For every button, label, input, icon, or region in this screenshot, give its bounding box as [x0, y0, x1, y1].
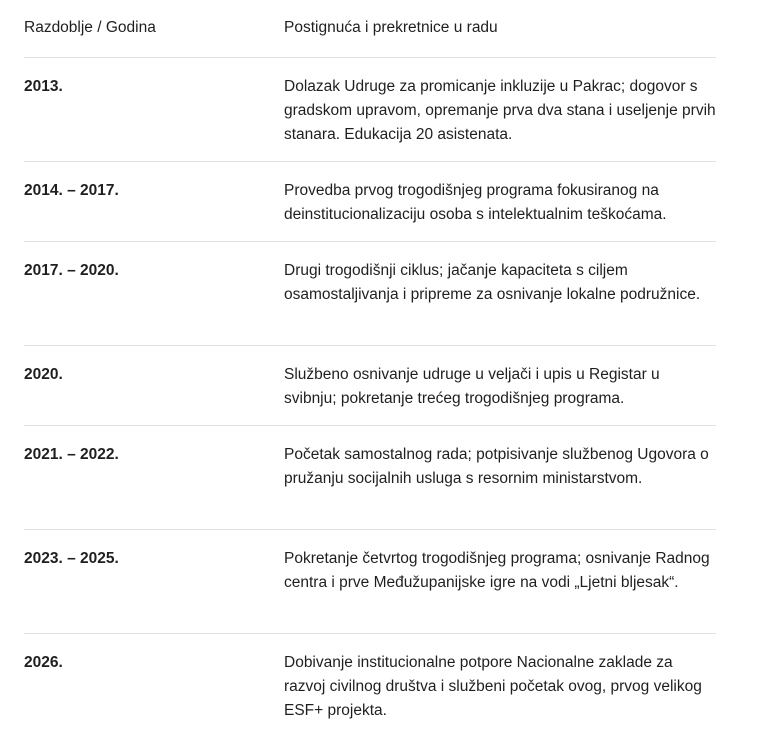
- row-period: 2020.: [24, 366, 63, 383]
- milestones-table: [24, 0, 716, 734]
- row-period: 2017. – 2020.: [24, 262, 119, 279]
- row-description: Službeno osnivanje udruge u veljači i upis u Registar u svibnju; pokretanje trećeg trogodišnjeg programa.: [284, 366, 660, 407]
- row-description: Pokretanje četvrtog trogodišnjeg programa; osnivanje Radnog centra i prve Međužupanijske igre na vodi „Ljetni bljesak“.: [284, 550, 710, 591]
- header-description: Postignuća i prekretnice u radu: [284, 19, 498, 36]
- row-period: 2013.: [24, 78, 63, 95]
- table-row: [24, 634, 716, 734]
- table-row: [24, 426, 716, 530]
- row-period: 2023. – 2025.: [24, 550, 119, 567]
- row-period: 2021. – 2022.: [24, 446, 119, 463]
- row-period: 2026.: [24, 654, 63, 671]
- row-description: Početak samostalnog rada; potpisivanje službenog Ugovora o pružanju socijalnih usluga s resornim ministarstvom.: [284, 446, 709, 487]
- table-row: [24, 58, 716, 162]
- header-period: Razdoblje / Godina: [24, 19, 156, 36]
- row-period: 2014. – 2017.: [24, 182, 119, 199]
- table-row: [24, 346, 716, 426]
- table-row: [24, 242, 716, 346]
- table-row: [24, 530, 716, 634]
- row-description: Provedba prvog trogodišnjeg programa fokusiranog na deinstitucionalizaciju osoba s intelektualnim teškoćama.: [284, 182, 667, 223]
- row-description: Dobivanje institucionalne potpore Nacionalne zaklade za razvoj civilnog društva i službeni početak ovog, prvog velikog ESF+ projekta.: [284, 654, 702, 719]
- row-description: Drugi trogodišnji ciklus; jačanje kapaciteta s ciljem osamostaljivanja i pripreme za osnivanje lokalne podružnice.: [284, 262, 701, 303]
- row-description: Dolazak Udruge za promicanje inkluzije u Pakrac; dogovor s gradskom upravom, opremanje prva dva stana i useljenje prvih stanara. Edukacija 20 asistenata.: [284, 78, 716, 143]
- table-row: [24, 162, 716, 242]
- table-header-row: [24, 0, 716, 58]
